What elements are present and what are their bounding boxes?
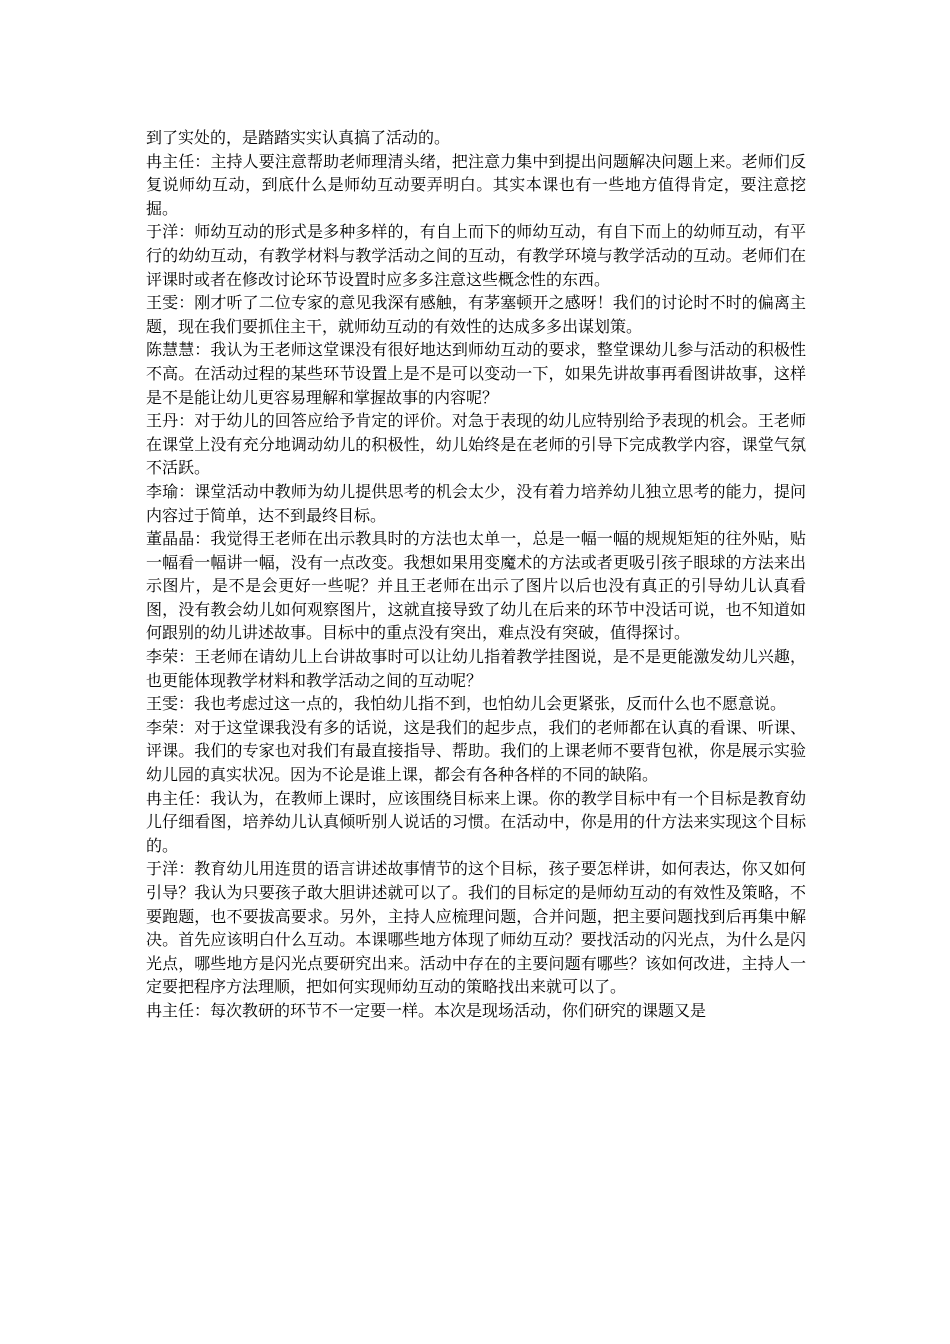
paragraph-6: 王丹：对于幼儿的回答应给予肯定的评价。对急于表现的幼儿应特别给予表现的机会。王老师在课堂上没有充分地调动幼儿的积极性，幼儿始终是在老师的引导下完成教学内容，课堂气氛不活跃。 [146,411,806,478]
paragraph-2: 冉主任：主持人要注意帮助老师理清头绪，把注意力集中到提出问题解决问题上来。老师们反复说师幼互动，到底什么是师幼互动要弄明白。其实本课也有一些地方值得肯定，要注意挖掘。 [146,151,806,218]
paragraph-14: 冉主任：每次教研的环节不一定要一样。本次是现场活动，你们研究的课题又是 [146,1000,707,1020]
document-body [146,126,806,1023]
paragraph-1: 到了实处的，是踏踏实实认真搞了活动的。 [146,128,451,147]
paragraph-8: 董晶晶：我觉得王老师在出示教具时的方法也太单一，总是一幅一幅的规规矩矩的往外贴，贴一幅看一幅讲一幅，没有一点改变。我想如果用变魔术的方法或者更吸引孩子眼球的方法来出示图片，是不是会更好一些呢？并且王老师在出示了图片以后也没有真正的引导幼儿认真看图，没有教会幼儿如何观察图片，这就直接导致了幼儿在后来的环节中没话可说，也不知道如何跟别的幼儿讲述故事。目标中的重点没有突出，难点没有突破，值得探讨。 [146,529,806,643]
paragraph-7: 李瑜：课堂活动中教师为幼儿提供思考的机会太少，没有着力培养幼儿独立思考的能力，提问内容过于简单，达不到最终目标。 [146,481,806,525]
paragraph-3: 于洋：师幼互动的形式是多种多样的，有自上而下的师幼互动，有自下而上的幼师互动，有平行的幼幼互动，有教学材料与教学活动之间的互动，有教学环境与教学活动的互动。老师们在评课时或者在修改讨论环节设置时应多多注意这些概念性的东西。 [146,222,806,289]
paragraph-4: 王雯：刚才听了二位专家的意见我深有感触，有茅塞顿开之感呀！我们的讨论时不时的偏离主题，现在我们要抓住主干，就师幼互动的有效性的达成多多出谋划策。 [146,293,806,336]
paragraph-9: 李荣：王老师在请幼儿上台讲故事时可以让幼儿指着教学挂图说，是不是更能激发幼儿兴趣，也更能体现教学材料和教学活动之间的互动呢？ [146,647,806,690]
paragraph-11: 李荣：对于这堂课我没有多的话说，这是我们的起步点，我们的老师都在认真的看课、听课、评课。我们的专家也对我们有最直接指导、帮助。我们的上课老师不要背包袱，你是展示实验幼儿园的真实状况。因为不论是谁上课，都会有各种各样的不同的缺陷。 [146,717,806,785]
paragraph-12: 冉主任：我认为，在教师上课时，应该围绕目标来上课。你的教学目标中有一个目标是教育幼儿仔细看图，培养幼儿认真倾听别人说话的习惯。在活动中，你是用的什方法来实现这个目标的。 [146,788,806,855]
paragraph-5: 陈慧慧：我认为王老师这堂课没有很好地达到师幼互动的要求，整堂课幼儿参与活动的积极性不高。在活动过程的某些环节设置上是不是可以变动一下，如果先讲故事再看图讲故事，这样是不是能让幼儿更容易理解和掌握故事的内容呢？ [146,340,806,407]
paragraph-10: 王雯：我也考虑过这一点的，我怕幼儿指不到，也怕幼儿会更紧张，反而什么也不愿意说。 [146,694,787,714]
paragraph-13: 于洋：教育幼儿用连贯的语言讲述故事情节的这个目标，孩子要怎样讲，如何表达，你又如何引导？我认为只要孩子敢大胆讲述就可以了。我们的目标定的是师幼互动的有效性及策略，不要跑题，也不要拔高要求。另外，主持人应梳理问题，合并问题，把主要问题找到后再集中解决。首先应该明白什么互动。本课哪些地方体现了师幼互动？要找活动的闪光点，为什么是闪光点，哪些地方是闪光点要研究出来。活动中存在的主要问题有哪些？该如何改进，主持人一定要把程序方法理顺，把如何实现师幼互动的策略找出来就可以了。 [146,859,806,997]
